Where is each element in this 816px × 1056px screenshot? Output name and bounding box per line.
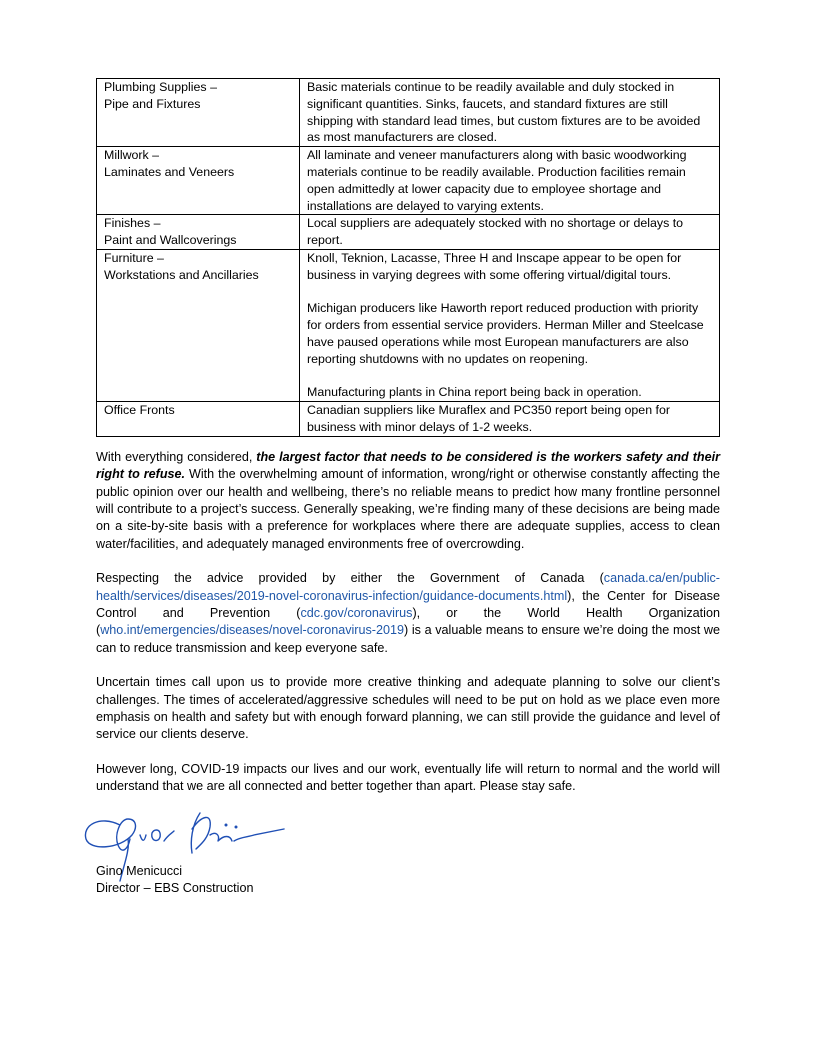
table-row bbox=[97, 215, 720, 250]
table-row bbox=[97, 79, 720, 147]
category-cell: Finishes – Paint and Wallcoverings bbox=[97, 215, 300, 250]
emphasis-text: the largest factor that needs to be considered is the workers safety and their right to refuse. bbox=[96, 449, 720, 482]
category-cell: Plumbing Supplies – Pipe and Fixtures bbox=[97, 79, 300, 147]
cdc-link[interactable]: cdc.gov/coronavirus bbox=[300, 605, 413, 620]
who-link[interactable]: who.int/emergencies/diseases/novel-coronavirus-2019 bbox=[100, 623, 405, 638]
status-cell: Local suppliers are adequately stocked with no shortage or delays to report. bbox=[300, 215, 720, 250]
paragraph-health-advice: Respecting the advice provided by either the Government of Canada (canada.ca/en/public-health/services/diseases/2019-novel-coronavirus-infection/guidance-documents.html), the Center for Disease Control and Prevention (cdc.gov/coronavirus), or the World Health Organization (who.int/emergencies/diseases/novel-coronavirus-2019) is a valuable means to ensure we’re doing the most we can to reduce transmission and keep everyone safe. bbox=[96, 571, 720, 655]
document-page bbox=[96, 78, 720, 933]
status-cell: Knoll, Teknion, Lacasse, Three H and Inscape appear to be open for business in varying degrees with some offering virtual/digital tours. Michigan producers like Haworth report reduced production with priority for orders from essential service providers. Herman Miller and Steelcase have paused operations while most European manufacturers are also reporting shutdowns with no updates on reopening. Manufacturing plants in China report being back in operation. bbox=[300, 249, 720, 401]
signature-block bbox=[96, 813, 720, 933]
signatory-title: Director – EBS Construction bbox=[96, 880, 254, 895]
table-row bbox=[97, 402, 720, 437]
status-cell: All laminate and veneer manufacturers along with basic woodworking materials continue to be readily available. Production facilities remain open admittedly at lower capacity due to employee shortage and installations are delayed to varying extents. bbox=[300, 147, 720, 215]
paragraph-uncertain-times: Uncertain times call upon us to provide more creative thinking and adequate planning to solve our client’s challenges. The times of accelerated/aggressive schedules will need to be put on hold as we place even more emphasis on health and safety but with enough forward planning, we can still provide the guidance and level of service our clients deserve. bbox=[96, 675, 720, 742]
letter-body bbox=[96, 449, 720, 796]
paragraph-closing: However long, COVID-19 impacts our lives and our work, eventually life will return to normal and the world will understand that we are all connected and better together than apart. Please stay safe. bbox=[96, 761, 720, 794]
paragraph-workers-safety: With everything considered, the largest factor that needs to be considered is the workers safety and their right to refuse. With the overwhelming amount of information, wrong/right or otherwise constantly affecting the public opinion over our health and wellbeing, there’s no reliable means to predict how many frontline personnel will contribute to a project’s success. Generally speaking, we’re finding many of these decisions are being made on a site-by-site basis with a preference for workplaces where there are adequate supplies, access to clean water/facilities, and adequately managed environments free of overcrowding. bbox=[96, 449, 720, 551]
signatory-name: Gino Menicucci bbox=[96, 863, 183, 878]
status-cell: Canadian suppliers like Muraflex and PC350 report being open for business with minor delays of 1-2 weeks. bbox=[300, 402, 720, 437]
category-cell: Millwork – Laminates and Veneers bbox=[97, 147, 300, 215]
supply-status-table bbox=[96, 78, 720, 437]
table-row bbox=[97, 249, 720, 401]
category-cell: Furniture – Workstations and Ancillaries bbox=[97, 249, 300, 401]
table-row bbox=[97, 147, 720, 215]
canada-health-link[interactable]: canada.ca/en/public-health/services/diseases/2019-novel-coronavirus-infection/guidance-documents.html bbox=[96, 571, 720, 603]
status-cell: Basic materials continue to be readily available and duly stocked in significant quantities. Sinks, faucets, and standard fixtures are still shipping with standard lead times, but custom fixtures are to be avoided as most manufacturers are closed. bbox=[300, 79, 720, 147]
category-cell: Office Fronts bbox=[97, 402, 300, 437]
